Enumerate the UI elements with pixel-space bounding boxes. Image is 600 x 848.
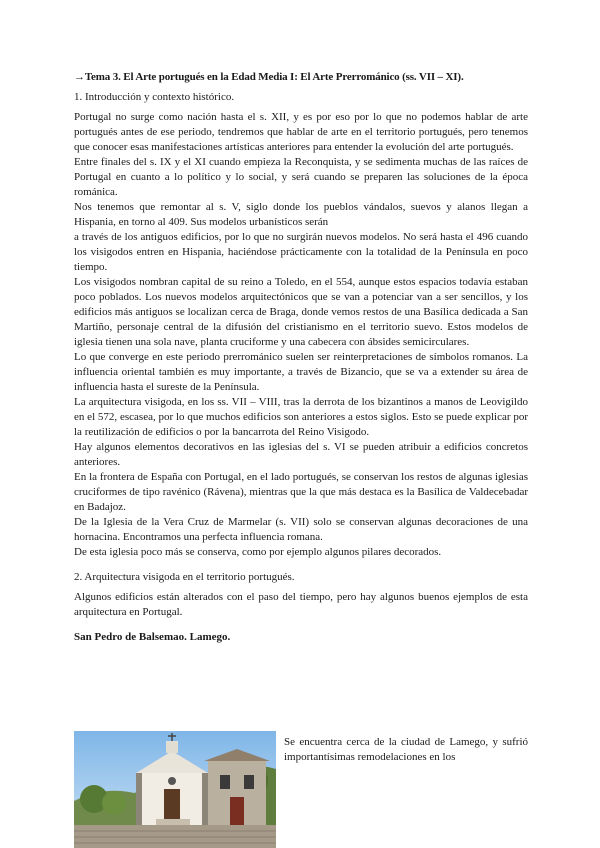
paragraph: a través de los antiguos edificios, por lo que no surgirán nuevos modelos. No será hasta el 496 cuando los visigodos entren en Hispania, haciéndose prácticamente con la totalidad de la Península en poco tiempo. xyxy=(74,231,528,273)
section-heading-1: 1. Introducción y contexto histórico. xyxy=(74,91,235,103)
paragraph: Hay algunos elementos decorativos en las iglesias del s. VI se pueden atribuir a edificios concretos anteriores. xyxy=(74,441,528,468)
section-heading-2: 2. Arquitectura visigoda en el territorio portugués. xyxy=(74,571,295,583)
paragraph: De esta iglesia poco más se conserva, como por ejemplo algunos pilares decorados. xyxy=(74,546,442,558)
spacer xyxy=(74,560,528,570)
church-figure-row xyxy=(74,731,528,848)
church-illustration xyxy=(74,731,276,848)
paragraph: Entre finales del s. IX y el XI cuando empieza la Reconquista, y se sedimenta muchas de las raíces de Portugal en cuanto a lo político y lo social, y será cuando se preparen las soluciones de la época románica. xyxy=(74,156,528,198)
church-description: Se encuentra cerca de la ciudad de Lamego, y sufrió importantísimas remodelaciones en los xyxy=(284,736,528,763)
paragraph: La arquitectura visigoda, en los ss. VII – VIII, tras la derrota de los bizantinos a manos de Leovigildo en el 572, escasea, por lo que muchos edificios son anteriores a estos siglos. Esto se puede explicar por la reutilización de edificios o por la bancarrota del Reino Visigodo. xyxy=(74,396,528,438)
paragraph: Lo que converge en este periodo prerrománico suelen ser reinterpretaciones de símbolos romanos. La influencia oriental también es muy importante, a través de Bizancio, que se va a extender su área de influencia hasta el sureste de la Península. xyxy=(74,351,528,393)
document-body xyxy=(74,70,528,644)
paragraph: Algunos edificios están alterados con el paso del tiempo, pero hay algunos buenos ejemplos de esta arquitectura en Portugal. xyxy=(74,591,528,618)
spacer xyxy=(74,620,528,630)
document-title: →Tema 3. El Arte portugués en la Edad Media I: El Arte Prerrománico (ss. VII – XI). xyxy=(74,71,464,83)
church-photo xyxy=(74,731,276,848)
paragraph: Nos tenemos que remontar al s. V, siglo donde los pueblos vándalos, suevos y alanos llegan a Hispania, en torno al 409. Sus modelos urbanísticos serán xyxy=(74,201,528,228)
paragraph: De la Iglesia de la Vera Cruz de Marmelar (s. VII) solo se conservan algunas decoraciones de una hornacina. Encontramos una perfecta influencia romana. xyxy=(74,516,528,543)
paragraph: Portugal no surge como nación hasta el s. XII, y es por eso por lo que no podemos hablar de arte portugués antes de ese periodo, tendremos que hablar de arte en el territorio portugués, pero tenemos que conocer esas manifestaciones artísticas anteriores para entender la evolución del arte portugués. xyxy=(74,111,528,153)
church-heading: San Pedro de Balsemao. Lamego. xyxy=(74,631,231,643)
paragraph: En la frontera de España con Portugal, en el lado portugués, se conservan los restos de algunas iglesias cruciformes de tipo ravénico (Rávena), mientras que la que más destaca es la Basílica de Valdecebadar en Badajoz. xyxy=(74,471,528,513)
paragraph: Los visigodos nombran capital de su reino a Toledo, en el 554, aunque estos espacios todavía estaban poco poblados. Los nuevos modelos arquitectónicos que se van a potenciar van a ser sencillos, y los edificios más antiguos se localizan cerca de Braga, donde vemos restos de una Basílica dedicada a San Martiño, personaje central de la difusión del cristianismo en el territorio suevo. Estos modelos de iglesia tienen una sola nave, planta cruciforme y una cabecera con ábsides semicirculares. xyxy=(74,276,528,348)
